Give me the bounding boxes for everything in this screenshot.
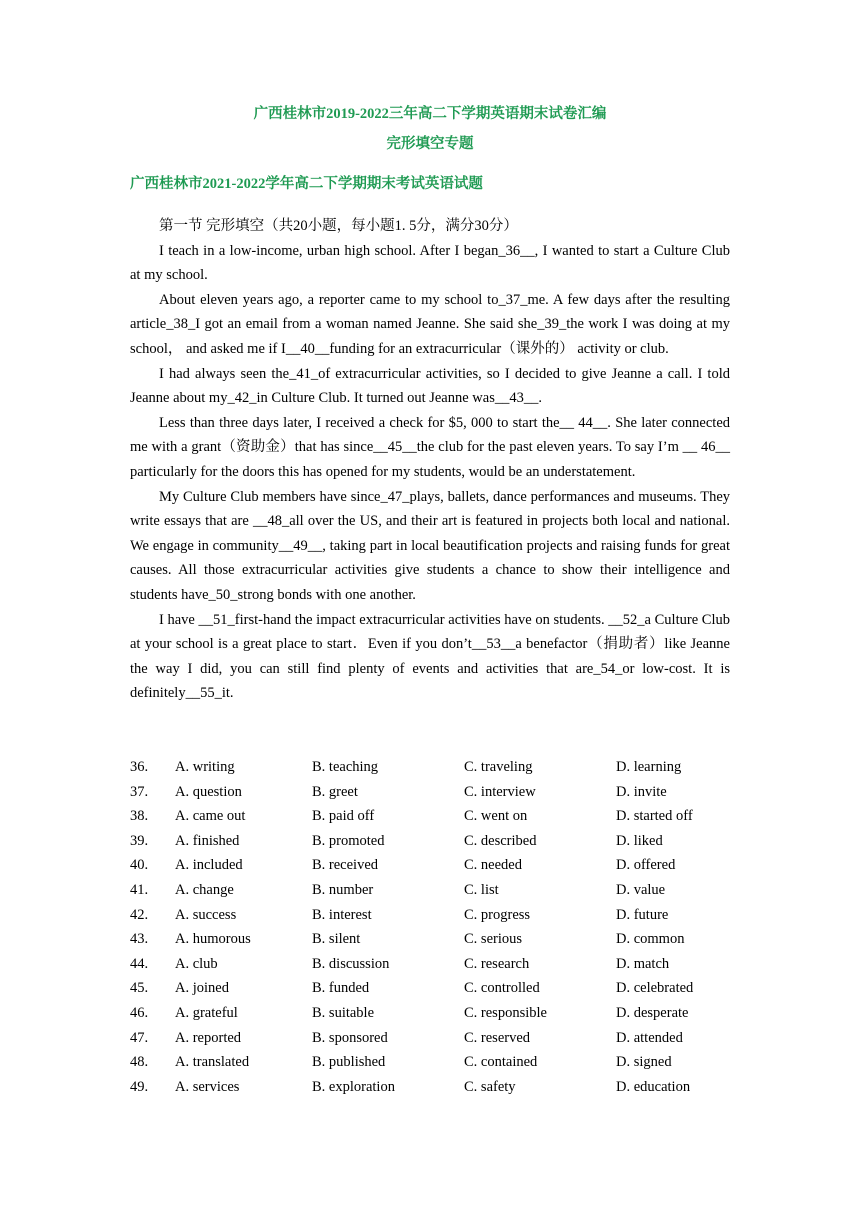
question-number: 41. [130, 881, 149, 898]
option-a: A. came out [175, 808, 246, 825]
option-a: A. club [175, 955, 218, 972]
option-row [130, 1001, 730, 1026]
exam-title: 广西桂林市2021-2022学年高二下学期期末考试英语试题 [130, 176, 483, 192]
question-number: 38. [130, 808, 149, 825]
option-row [130, 1075, 730, 1100]
option-d: D. celebrated [616, 980, 694, 997]
option-a: A. question [175, 783, 242, 800]
option-b: B. number [312, 881, 374, 898]
option-b: B. discussion [312, 955, 390, 972]
question-number: 43. [130, 931, 149, 948]
paragraph: I have __51_first-hand the impact extracurricular activities have on students. __52_a Culture Club at your school is a great place to start．Even if you don’t__53__a benefactor（捐助者）like Jeanne the way I did, you can still find plenty of events and activities that are_54_or low-cost. It is definitely__55_it. [130, 611, 730, 702]
question-number: 42. [130, 906, 149, 923]
option-c: C. list [464, 881, 499, 898]
option-b: B. silent [312, 931, 361, 948]
option-c: C. responsible [464, 1004, 547, 1021]
option-d: D. invite [616, 783, 667, 800]
option-c: C. interview [464, 783, 536, 800]
question-number: 49. [130, 1078, 149, 1095]
document-subtitle: 完形填空专题 [386, 136, 474, 152]
option-a: A. finished [175, 832, 240, 849]
option-row [130, 804, 730, 829]
paragraph: My Culture Club members have since_47_plays, ballets, dance performances and museums. They write essays that are __48_all over the US, and their art is featured in projects both local and national. We engage in community__49__, taking part in local beautification projects and raising funds for great causes. All those extracurricular activities give students a chance to show their intelligence and students have_50_strong bonds with one another. [130, 488, 730, 603]
option-a: A. joined [175, 980, 229, 997]
option-d: D. offered [616, 857, 676, 874]
option-d: D. liked [616, 832, 663, 849]
option-row [130, 853, 730, 878]
question-number: 37. [130, 783, 149, 800]
option-a: A. humorous [175, 931, 251, 948]
option-b: B. suitable [312, 1004, 375, 1021]
option-d: D. education [616, 1078, 691, 1095]
option-d: D. attended [616, 1029, 683, 1046]
option-d: D. signed [616, 1054, 672, 1071]
question-number: 45. [130, 980, 149, 997]
option-c: C. serious [464, 931, 522, 948]
option-c: C. contained [464, 1054, 538, 1071]
section-heading: 第一节 完形填空（共20小题，每小题1. 5分，满分30分） [159, 218, 518, 234]
option-d: D. match [616, 955, 670, 972]
option-b: B. teaching [312, 759, 379, 775]
option-c: C. traveling [464, 759, 533, 775]
option-row [130, 780, 730, 805]
option-d: D. value [616, 881, 666, 898]
option-c: C. went on [464, 808, 528, 825]
option-row [130, 829, 730, 854]
document-title: 广西桂林市2019-2022三年高二下学期英语期末试卷汇编 [253, 106, 607, 122]
option-a: A. success [175, 906, 237, 923]
option-b: B. interest [312, 906, 372, 923]
option-a: A. reported [175, 1029, 242, 1046]
option-row [130, 1050, 730, 1075]
paragraph: I teach in a low-income, urban high school. After I began_36__, I wanted to start a Culture Club at my school. [130, 242, 730, 284]
option-c: C. controlled [464, 980, 540, 997]
option-c: C. progress [464, 906, 531, 923]
option-a: A. services [175, 1078, 240, 1095]
option-a: A. writing [175, 759, 235, 775]
question-number: 40. [130, 857, 149, 874]
option-b: B. greet [312, 783, 358, 800]
option-b: B. sponsored [312, 1029, 388, 1046]
option-row [130, 755, 730, 780]
option-b: B. promoted [312, 832, 385, 849]
paragraph: About eleven years ago, a reporter came to my school to_37_me. A few days after the resulting article_38_I got an email from a woman named Jeanne. She said she_39_the work I was doing at my school， and asked me if I__40__funding for an extracurricular（课外的） activity or club. [130, 291, 730, 357]
question-number: 39. [130, 832, 149, 849]
question-number: 44. [130, 955, 149, 972]
option-d: D. learning [616, 759, 682, 775]
question-number: 48. [130, 1054, 149, 1071]
option-row [130, 878, 730, 903]
option-a: A. included [175, 857, 243, 874]
option-d: D. desperate [616, 1004, 689, 1021]
option-b: B. exploration [312, 1078, 395, 1095]
option-b: B. funded [312, 980, 370, 997]
option-row [130, 927, 730, 952]
option-b: B. published [312, 1054, 386, 1071]
option-row [130, 1026, 730, 1051]
option-row [130, 903, 730, 928]
option-d: D. started off [616, 808, 693, 825]
option-a: A. grateful [175, 1004, 238, 1021]
paragraph: Less than three days later, I received a check for $5, 000 to start the__ 44__. She later connected me with a grant（资助金）that has since__45__the club for the past eleven years. To say I’m __ 46__ particularly for the doors this has opened for my students, would be an understatement. [130, 414, 730, 480]
option-c: C. research [464, 955, 530, 972]
paragraph: I had always seen the_41_of extracurricular activities, so I decided to give Jeanne a call. I told Jeanne about my_42_in Culture Club. It turned out Jeanne was__43__. [130, 365, 730, 407]
option-c: C. reserved [464, 1029, 531, 1046]
option-row [130, 952, 730, 977]
option-a: A. change [175, 881, 234, 898]
option-b: B. paid off [312, 808, 375, 825]
option-a: A. translated [175, 1054, 250, 1071]
question-number: 47. [130, 1029, 149, 1046]
option-row [130, 976, 730, 1001]
question-number: 46. [130, 1004, 149, 1021]
options-list [130, 755, 730, 1099]
option-b: B. received [312, 857, 379, 874]
option-c: C. needed [464, 857, 522, 874]
option-d: D. future [616, 906, 669, 923]
option-c: C. described [464, 832, 537, 849]
passage [130, 214, 730, 706]
option-c: C. safety [464, 1078, 516, 1095]
question-number: 36. [130, 759, 149, 775]
option-d: D. common [616, 931, 685, 948]
